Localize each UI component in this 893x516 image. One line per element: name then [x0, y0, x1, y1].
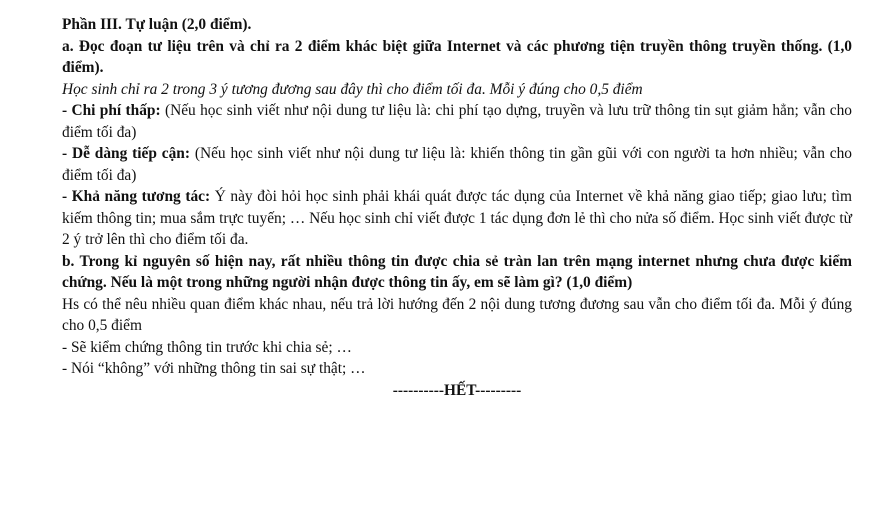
point-b-2: - Nói “không” với những thông tin sai sự thật; …	[62, 360, 366, 377]
point-a-2	[62, 143, 852, 186]
note-a: Học sinh chỉ ra 2 trong 3 ý tương đương sau đây thì cho điểm tối đa. Mỗi ý đúng cho 0,5 điểm	[62, 80, 643, 98]
note-b: Hs có thể nêu nhiều quan điểm khác nhau, nếu trả lời hướng đến 2 nội dung tương đương sau vẫn cho điểm tối đa. Mỗi ý đúng cho 0,5 điểm	[62, 295, 852, 334]
point-a-1-label: - Chi phí thấp:	[62, 102, 161, 119]
point-a-2-label: - Dễ dàng tiếp cận:	[62, 145, 190, 162]
question-a: a. Đọc đoạn tư liệu trên và chỉ ra 2 điểm khác biệt giữa Internet và các phương tiện truyền thông truyền thống. (1,0 điểm).	[62, 37, 852, 76]
point-a-1-text: (Nếu học sinh viết như nội dung tư liệu là: chi phí tạo dựng, truyền và lưu trữ thông tin sụt giảm hẳn; vẫn cho điểm tối đa)	[62, 102, 852, 141]
point-b-1: - Sẽ kiểm chứng thông tin trước khi chia sẻ; …	[62, 338, 352, 356]
point-a-3	[62, 186, 852, 251]
point-a-1	[62, 100, 852, 143]
end-mark: ----------HẾT---------	[392, 381, 522, 399]
point-a-2-text: (Nếu học sinh viết như nội dung tư liệu là: khiến thông tin gần gũi với con người ta hơn nhiều; vẫn cho điểm tối đa)	[62, 145, 852, 184]
point-a-3-label: - Khả năng tương tác:	[62, 188, 211, 205]
point-a-3-text: Ý này đòi hỏi học sinh phải khái quát được tác dụng của Internet về khả năng giao tiếp; giao lưu; tìm kiếm thông tin; mua sắm trực tuyến; … Nếu học sinh chỉ viết được 1 tác dụng đơn lẻ thì cho nửa số điểm. Học sinh viết được từ 2 ý trở lên thì cho điểm tối đa.	[62, 188, 852, 248]
answer-document	[62, 14, 852, 401]
question-b: b. Trong kỉ nguyên số hiện nay, rất nhiều thông tin được chia sẻ tràn lan trên mạng internet nhưng chưa được kiểm chứng. Nếu là một trong những người nhận được thông tin ấy, em sẽ làm gì? (1,0 điểm)	[62, 252, 852, 291]
section-title: Phần III. Tự luận (2,0 điểm).	[62, 16, 252, 33]
